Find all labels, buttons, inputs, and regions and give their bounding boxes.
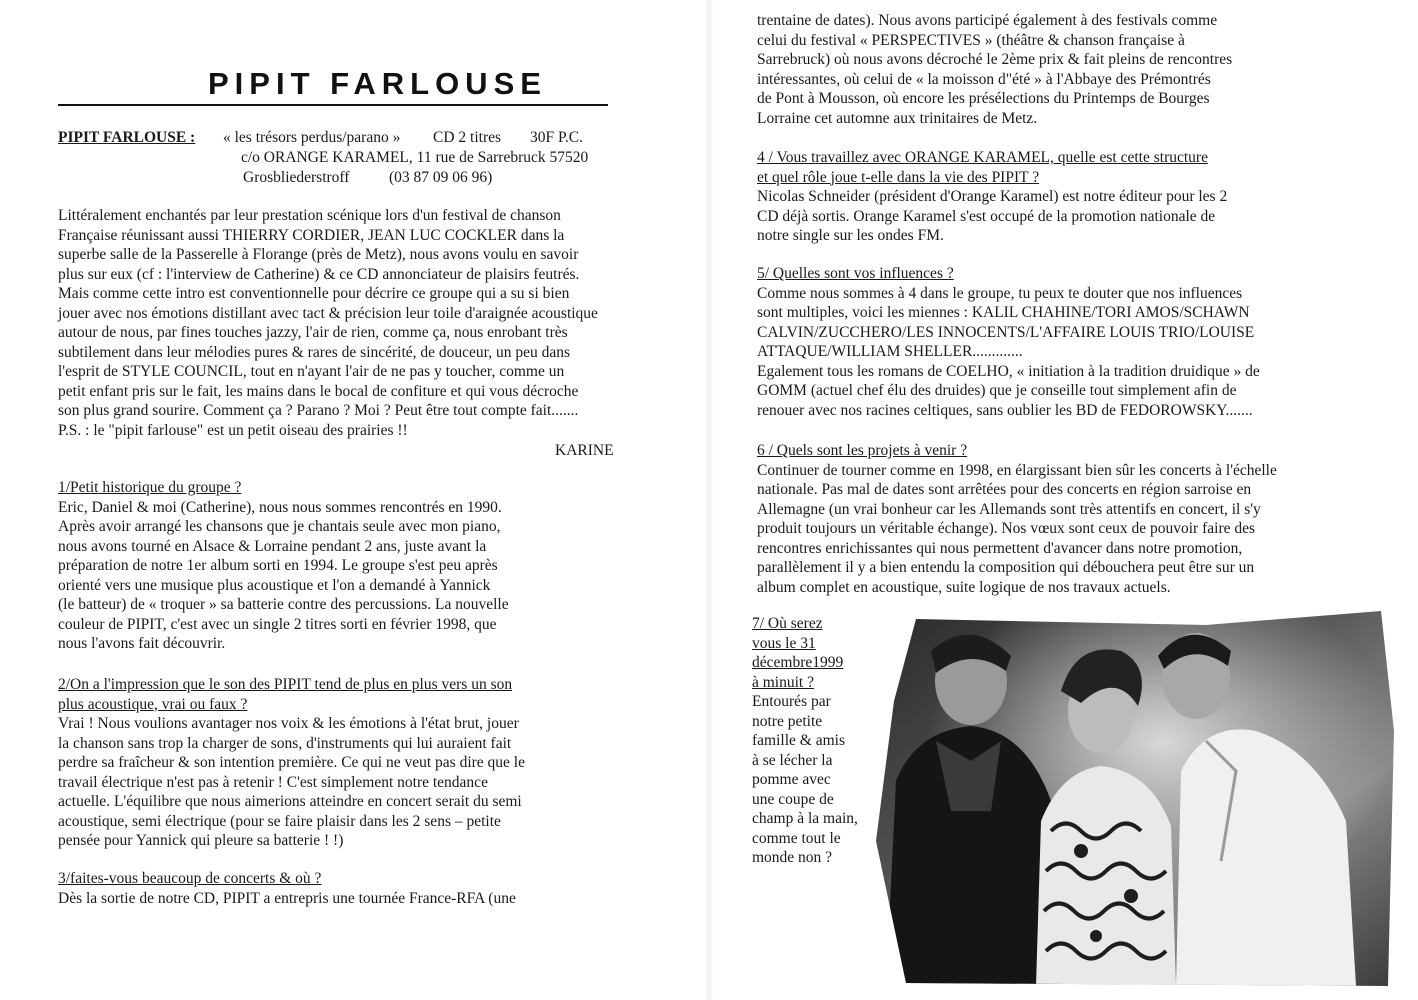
answer-line: Sarrebruck) où nous avons décroché le 2ème prix & fait pleins de rencontres	[757, 51, 1233, 68]
answer-line: une coupe de	[752, 790, 834, 808]
question-5	[757, 264, 1260, 420]
cd-label: PIPIT FARLOUSE :	[58, 129, 196, 146]
answer-line: Comme nous sommes à 4 dans le groupe, tu peux te douter que nos influences	[757, 284, 1243, 302]
article-title: PIPIT FARLOUSE	[208, 66, 547, 101]
band-photo	[876, 611, 1396, 986]
answer-line: acoustique, semi électrique (pour se faire plaisir dans les 2 sens – petite	[58, 812, 501, 830]
question-heading: 7/ Où serez	[752, 615, 823, 632]
cd-price: 30F P.C.	[530, 129, 583, 146]
intro-line: l'esprit de STYLE COUNCIL, tout en n'ayant l'air de ne pas y toucher, comme un	[58, 363, 565, 380]
answer-line: pensée pour Yannick qui pleure sa batterie ! !)	[58, 832, 344, 849]
intro-line: Littéralement enchantés par leur prestation scénique lors d'un festival de chanson	[58, 207, 561, 224]
cd-address: c/o ORANGE KARAMEL, 11 rue de Sarrebruck 57520	[241, 149, 589, 166]
question-heading: 6 / Quels sont les projets à venir ?	[757, 442, 968, 459]
answer-line: champ à la main,	[752, 810, 858, 827]
answer-line: nationale. Pas mal de dates sont arrêtées pour des concerts en région sarroise en	[757, 481, 1252, 498]
answer-line: trentaine de dates). Nous avons participé également à des festivals comme	[757, 12, 1218, 29]
question-6	[757, 441, 1277, 597]
answer-line: nous avons tourné en Alsace & Lorraine pendant 2 ans, juste avant la	[58, 537, 487, 555]
answer-line: notre petite	[752, 712, 823, 730]
question-heading: vous le 31	[752, 634, 816, 652]
intro-line: Mais comme cette intro est conventionnelle pour décrire ce groupe qui a su si bien	[58, 285, 570, 302]
answer-line: (le batteur) de « troquer » sa batterie contre des percussions. La nouvelle	[58, 596, 509, 613]
answer-line: orienté vers une musique plus acoustique et l'on a demandé à Yannick	[58, 576, 491, 594]
question-heading: décembre1999	[752, 654, 844, 671]
author-signature: KARINE	[555, 442, 614, 459]
question-heading: 3/faites-vous beaucoup de concerts & où ?	[58, 870, 322, 887]
answer-line: sont multiples, voici les miennes : KALIL CHAHINE/TORI AMOS/SCHAWN	[757, 304, 1250, 321]
answer-line: parallèlement il y a bien entendu la composition qui débouchera peut être sur un	[757, 559, 1255, 576]
question-heading: 1/Petit historique du groupe ?	[58, 479, 242, 496]
answer-line: préparation de notre 1er album sorti en 1994. Le groupe s'est peu après	[58, 557, 498, 574]
cd-city: Grosbliederstroff	[243, 169, 350, 186]
question-2	[58, 675, 525, 851]
intro-line: jouer avec nos émotions distillant avec tact & précision leur toile d'araignée acoustique	[58, 304, 598, 322]
answer-line: ATTAQUE/WILLIAM SHELLER.............	[757, 343, 1023, 360]
cd-title: « les trésors perdus/parano »	[223, 129, 401, 146]
answer-line: notre single sur les ondes FM.	[757, 227, 944, 244]
answer-line: la chanson sans trop la charger de sons, d'instruments qui lui auraient fait	[58, 734, 512, 752]
question-heading: 2/On a l'impression que le son des PIPIT tend de plus en plus vers un son	[58, 676, 513, 693]
answer-line: monde non ?	[752, 849, 833, 866]
answer-line: couleur de PIPIT, c'est avec un single 2 titres sorti en février 1998, que	[58, 615, 497, 633]
answer-line: Vrai ! Nous voulions avantager nos voix & les émotions à l'état brut, jouer	[58, 715, 519, 732]
answer-line: renouer avec nos racines celtiques, sans oublier les BD de FEDOROWSKY.......	[757, 401, 1253, 419]
answer-line: Continuer de tourner comme en 1998, en élargissant bien sûr les concerts à l'échelle	[757, 461, 1277, 479]
question-heading: à minuit ?	[752, 673, 814, 691]
answer-line: Après avoir arrangé les chansons que je chantais seule avec mon piano,	[58, 518, 501, 535]
intro-line: Française réunissant aussi THIERRY CORDIER, JEAN LUC COCKLER dans la	[58, 226, 565, 244]
answer-line: comme tout le	[752, 829, 841, 847]
question-1	[58, 478, 509, 654]
answer-line: intéressantes, où celui de « la moisson d"été » à l'Abbaye des Prémontrés	[757, 70, 1211, 88]
answer-line: Dès la sortie de notre CD, PIPIT a entrepris une tournée France-RFA (une	[58, 889, 516, 907]
answer-line: actuelle. L'équilibre que nous aimerions atteindre en concert serait du semi	[58, 793, 522, 810]
answer-line: GOMM (actuel chef élu des druides) que je conseille tout simplement afin de	[757, 382, 1237, 399]
intro-paragraph	[58, 206, 598, 440]
intro-line: autour de nous, par fines touches jazzy, l'air de rien, comme ça, nous enrobant très	[58, 324, 568, 341]
question-3	[58, 869, 516, 908]
answer-line: Egalement tous les romans de COELHO, « initiation à la tradition druidique » de	[757, 362, 1260, 380]
intro-line: P.S. : le "pipit farlouse" est un petit oiseau des prairies !!	[58, 421, 408, 439]
intro-line: superbe salle de la Passerelle à Florange (près de Metz), nous avons voulu en savoir	[58, 246, 579, 263]
right-page	[709, 0, 1418, 1000]
answer-line: CD déjà sortis. Orange Karamel s'est occupé de la promotion nationale de	[757, 207, 1216, 225]
answer-line: travail électrique n'est pas à retenir ! C'est simplement notre tendance	[58, 773, 488, 791]
cd-phone: (03 87 09 06 96)	[389, 169, 493, 186]
answer-line: Lorraine cet automne aux trinitaires de Metz.	[757, 109, 1038, 127]
answer-line: à se lécher la	[752, 751, 833, 769]
question-4	[757, 148, 1227, 246]
answer-line: Nicolas Schneider (président d'Orange Karamel) est notre éditeur pour les 2	[757, 188, 1228, 205]
answer-line: de Pont à Mousson, où encore les présélections du Printemps de Bourges	[757, 90, 1210, 107]
answer-line: Eric, Daniel & moi (Catherine), nous nous sommes rencontrés en 1990.	[58, 498, 502, 516]
question-3-continued	[757, 11, 1232, 128]
question-heading: 5/ Quelles sont vos influences ?	[757, 265, 954, 282]
question-7	[752, 614, 858, 868]
answer-line: perdre sa fraîcheur & son intention première. Ce qui ne veut pas dire que le	[58, 754, 525, 771]
answer-line: CALVIN/ZUCCHERO/LES INNOCENTS/L'AFFAIRE LOUIS TRIO/LOUISE	[757, 323, 1255, 341]
answer-line: rencontres enrichissantes qui nous permettent d'avancer dans notre promotion,	[757, 539, 1243, 557]
answer-line: produit toujours un véritable échange). Nos vœux sont ceux de pouvoir faire des	[757, 520, 1256, 537]
answer-line: nous l'avons fait découvrir.	[58, 635, 226, 652]
answer-line: celui du festival « PERSPECTIVES » (théâtre & chanson française à	[757, 31, 1185, 49]
intro-line: petit enfant pris sur le fait, les mains dans le bocal de confiture et qui vous décroche	[58, 382, 579, 400]
question-heading: 4 / Vous travaillez avec ORANGE KARAMEL, quelle est cette structure	[757, 149, 1208, 166]
intro-line: son plus grand sourire. Comment ça ? Parano ? Moi ? Peut être tout compte fait.......	[58, 402, 579, 419]
answer-line: album complet en acoustique, suite logique de nos travaux actuels.	[757, 578, 1171, 596]
answer-line: Entourés par	[752, 693, 831, 710]
intro-line: plus sur eux (cf : l'interview de Catherine) & ce CD annonciateur de plaisirs feutrés.	[58, 265, 580, 283]
question-heading: plus acoustique, vrai ou faux ?	[58, 695, 248, 713]
answer-line: famille & amis	[752, 732, 845, 749]
answer-line: pomme avec	[752, 771, 831, 788]
title-underline	[58, 104, 608, 106]
intro-line: subtilement dans leur mélodies pures & rares de sincérité, de douceur, un peu dans	[58, 343, 571, 361]
question-heading: et quel rôle joue t-elle dans la vie des PIPIT ?	[757, 168, 1040, 186]
answer-line: Allemagne (un vrai bonheur car les Allemands sont très attentifs en concert, il s'y	[757, 500, 1261, 518]
cd-format: CD 2 titres	[433, 129, 502, 146]
